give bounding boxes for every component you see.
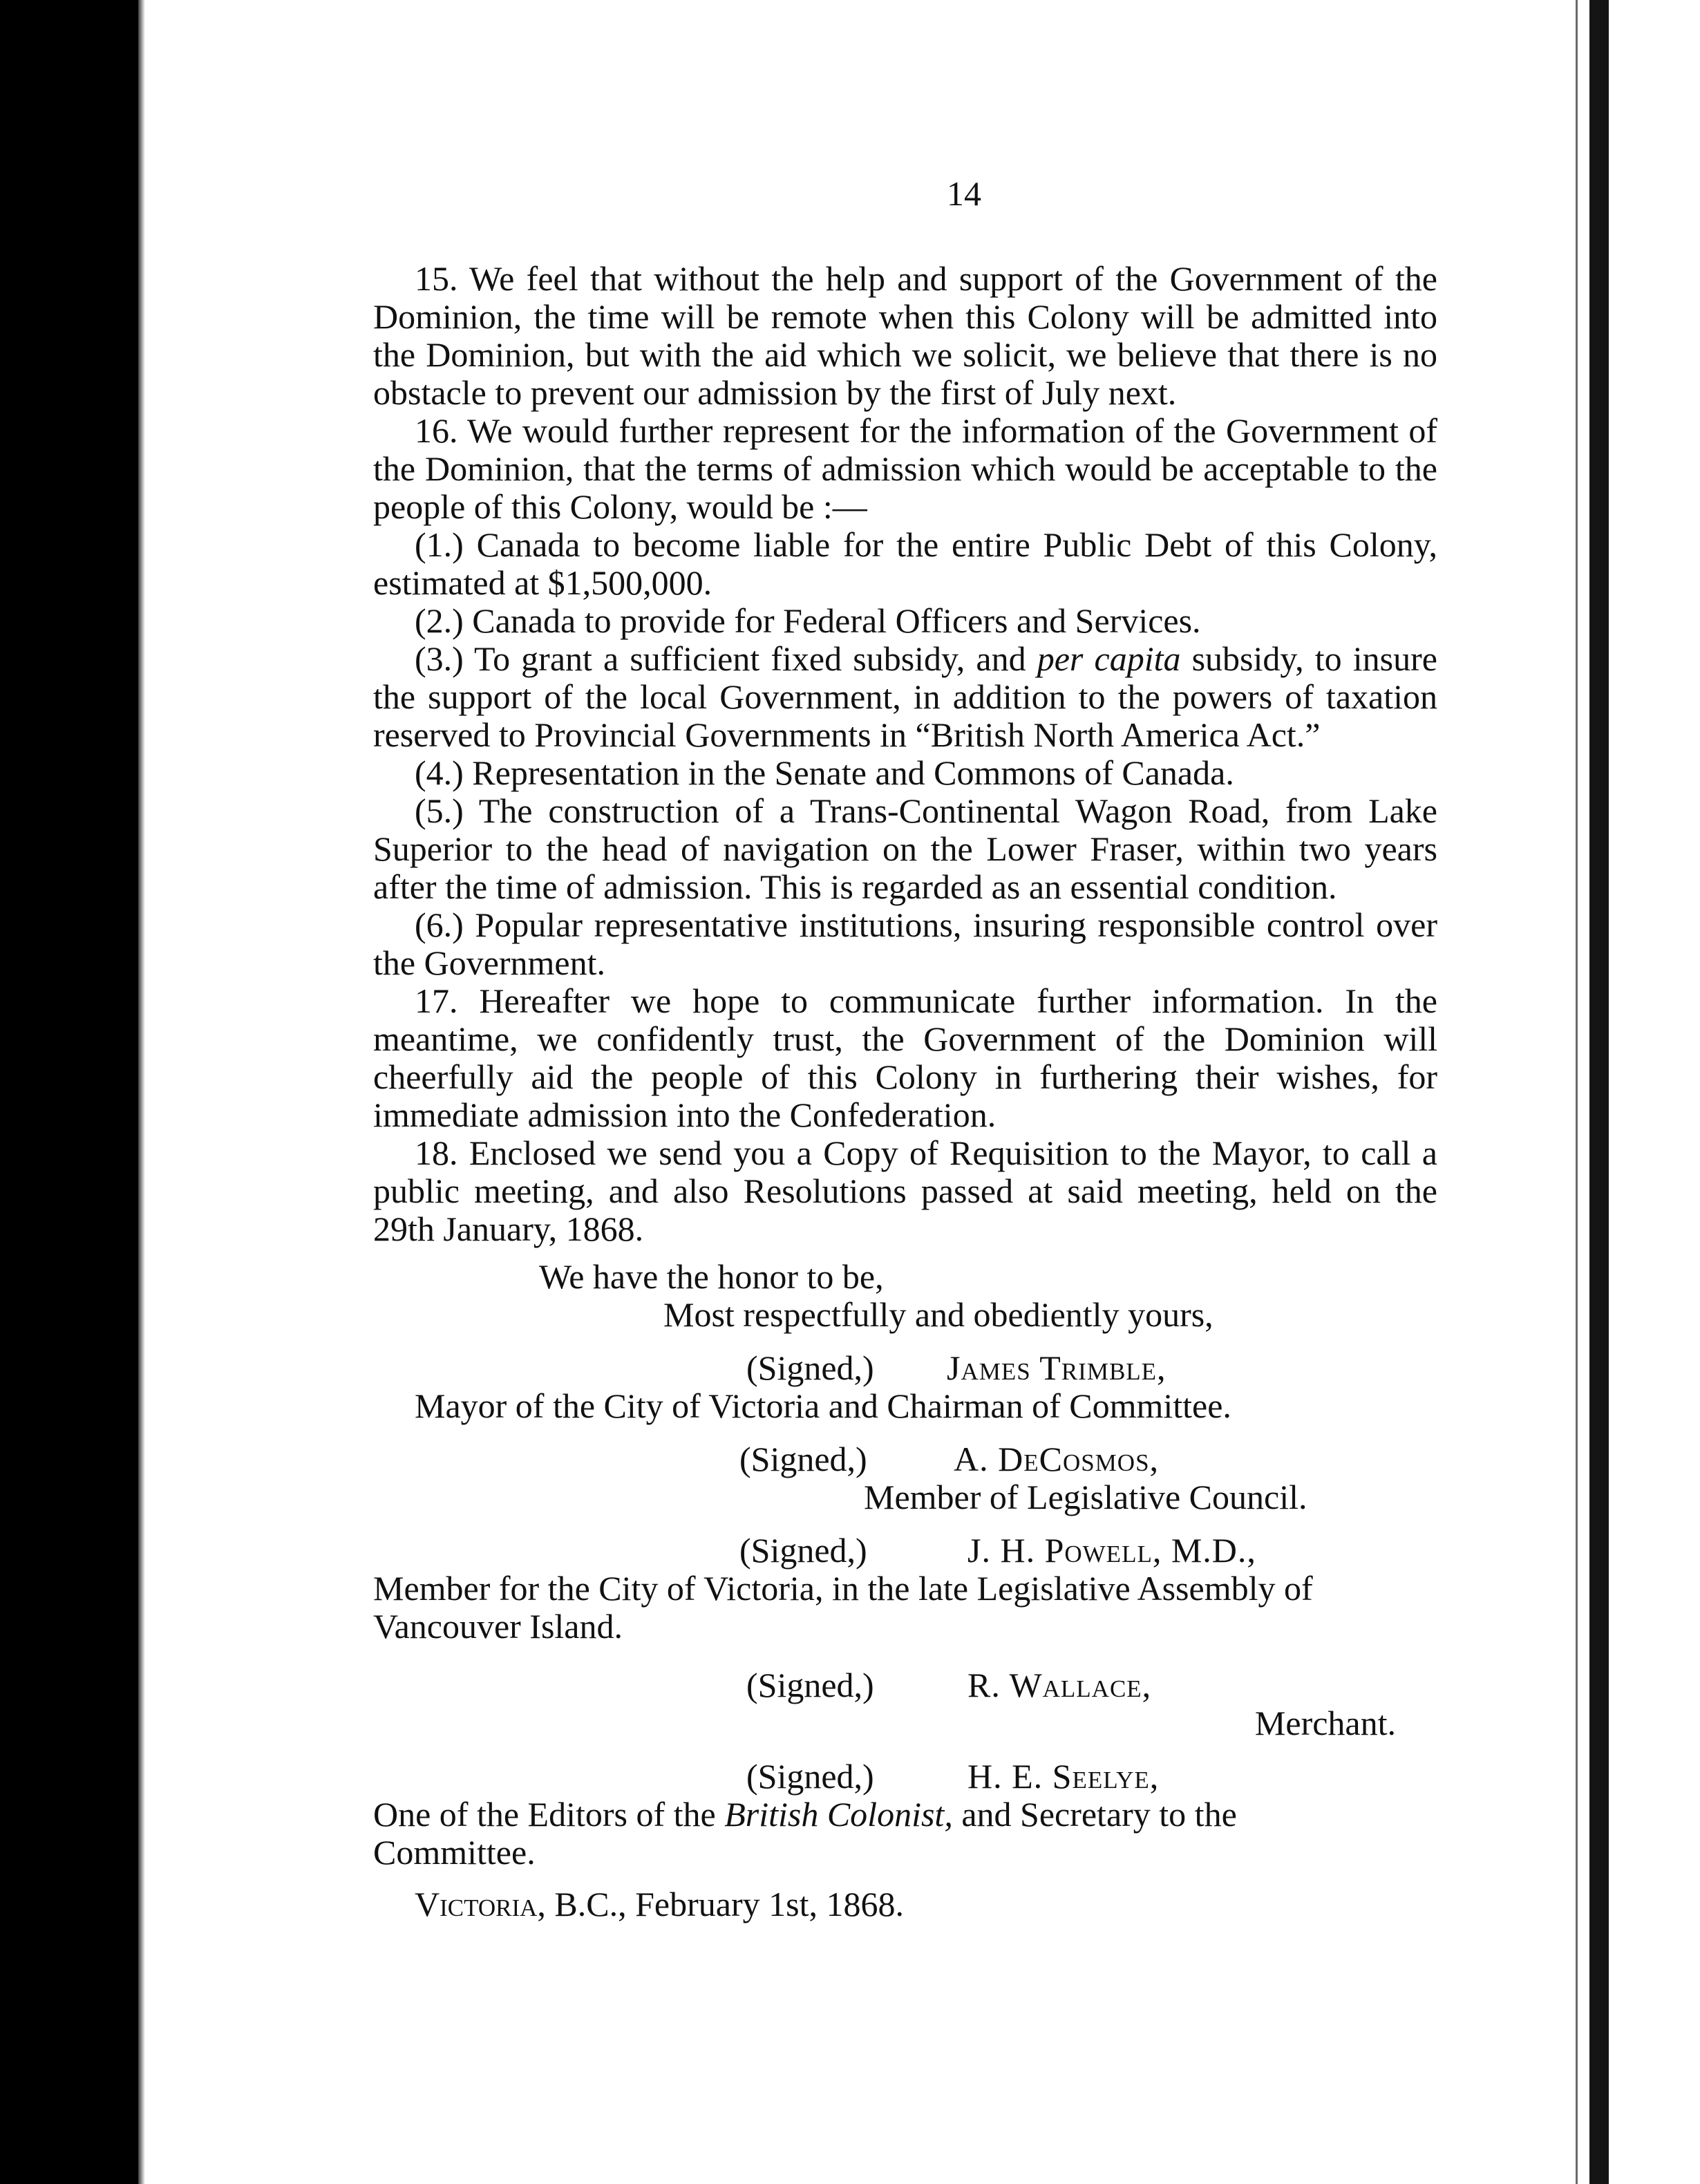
signature-4 [373, 1666, 1437, 1704]
paragraph-16: 16. We would further represent for the information of the Government of the Dominion, that the terms of admission which would be acceptable to the people of this Colony, would be :— [373, 411, 1437, 526]
signature-1 [373, 1349, 1437, 1387]
signature-5-prefix: (Signed,) [746, 1757, 874, 1796]
signature-5-role-b: and Secretary to the Committee. [373, 1795, 1237, 1872]
signature-4-role: Merchant. [1254, 1704, 1396, 1742]
scan-margin-shadow [138, 0, 145, 2184]
signature-3-prefix: (Signed,) [739, 1531, 867, 1570]
term-6: (6.) Popular representative institutions, insuring responsible control over the Government. [373, 905, 1437, 982]
signature-5-role [373, 1796, 1437, 1872]
signature-2 [373, 1440, 1437, 1478]
term-4: (4.) Representation in the Senate and Commons of Canada. [415, 753, 1234, 792]
term-1: (1.) Canada to become liable for the entire Public Debt of this Colony, estimated at $1,500,000. [373, 525, 1437, 602]
term-2: (2.) Canada to provide for Federal Officers and Services. [415, 601, 1201, 640]
date: B.C., February 1st, 1868. [545, 1885, 904, 1923]
signature-1-name: James Trimble, [947, 1348, 1167, 1387]
page-number: 14 [947, 174, 981, 213]
signature-2-role: Member of Legislative Council. [864, 1478, 1307, 1516]
signature-4-name: R. Wallace, [967, 1666, 1152, 1704]
signature-3-role-container [373, 1570, 1437, 1646]
scan-dark-margin-right [1589, 0, 1609, 2184]
term-3-italic: per capita [1037, 639, 1181, 678]
closing-line-2: Most respectfully and obediently yours, [663, 1295, 1213, 1334]
signature-1-prefix: (Signed,) [746, 1348, 874, 1387]
term-3-text-a: (3.) To grant a sufficient fixed subsidy, and [415, 639, 1037, 678]
place: Victoria, [415, 1885, 546, 1923]
signature-4-prefix: (Signed,) [746, 1666, 874, 1704]
signature-5-role-italic: British Colonist, [724, 1795, 953, 1834]
signature-2-name: A. DeCosmos, [954, 1440, 1160, 1478]
term-3-text-b: subsidy, to insure the support of the local Government, in addition to the powers of taxation reserved to Provincial Governments in “British North America Act.” [373, 639, 1437, 754]
scan-page-edge-line [1576, 0, 1578, 2184]
signature-5-role-a: One of the Editors of the [373, 1795, 725, 1834]
paragraph-15: 15. We feel that without the help and support of the Government of the Dominion, the time will be remote when this Colony will be admitted into the Dominion, but with the aid which we solicit, we believe that there is no obstacle to prevent our admission by the first of July next. [373, 259, 1437, 412]
signature-3-role: Member for the City of Victoria, in the late Legislative Assembly of Vancouver Island. [373, 1569, 1313, 1646]
paragraph-18: 18. Enclosed we send you a Copy of Requisition to the Mayor, to call a public meeting, and also Resolutions passed at said meeting, held on the 29th January, 1868. [373, 1133, 1437, 1248]
signature-3 [373, 1532, 1437, 1570]
signature-1-role: Mayor of the City of Victoria and Chairman of Committee. [415, 1386, 1231, 1425]
place-and-date [373, 1885, 1437, 1923]
signature-5 [373, 1758, 1437, 1796]
signature-2-prefix: (Signed,) [739, 1440, 867, 1478]
paragraph-17: 17. Hereafter we hope to communicate further information. In the meantime, we confidently trust, the Government of the Dominion will cheerfully aid the people of this Colony in furthering their wishes, for immediate admission into the Confederation. [373, 981, 1437, 1134]
document-page [373, 173, 1437, 2039]
scan-dark-margin-left [0, 0, 138, 2184]
term-3 [373, 640, 1437, 754]
signature-3-name: J. H. Powell, M.D., [967, 1531, 1256, 1570]
signature-5-name: H. E. Seelye, [967, 1757, 1160, 1796]
term-5: (5.) The construction of a Trans-Continental Wagon Road, from Lake Superior to the head of navigation on the Lower Fraser, within two years after the time of admission. This is regarded as an essential condition. [373, 791, 1437, 906]
closing-line-1: We have the honor to be, [539, 1257, 884, 1296]
